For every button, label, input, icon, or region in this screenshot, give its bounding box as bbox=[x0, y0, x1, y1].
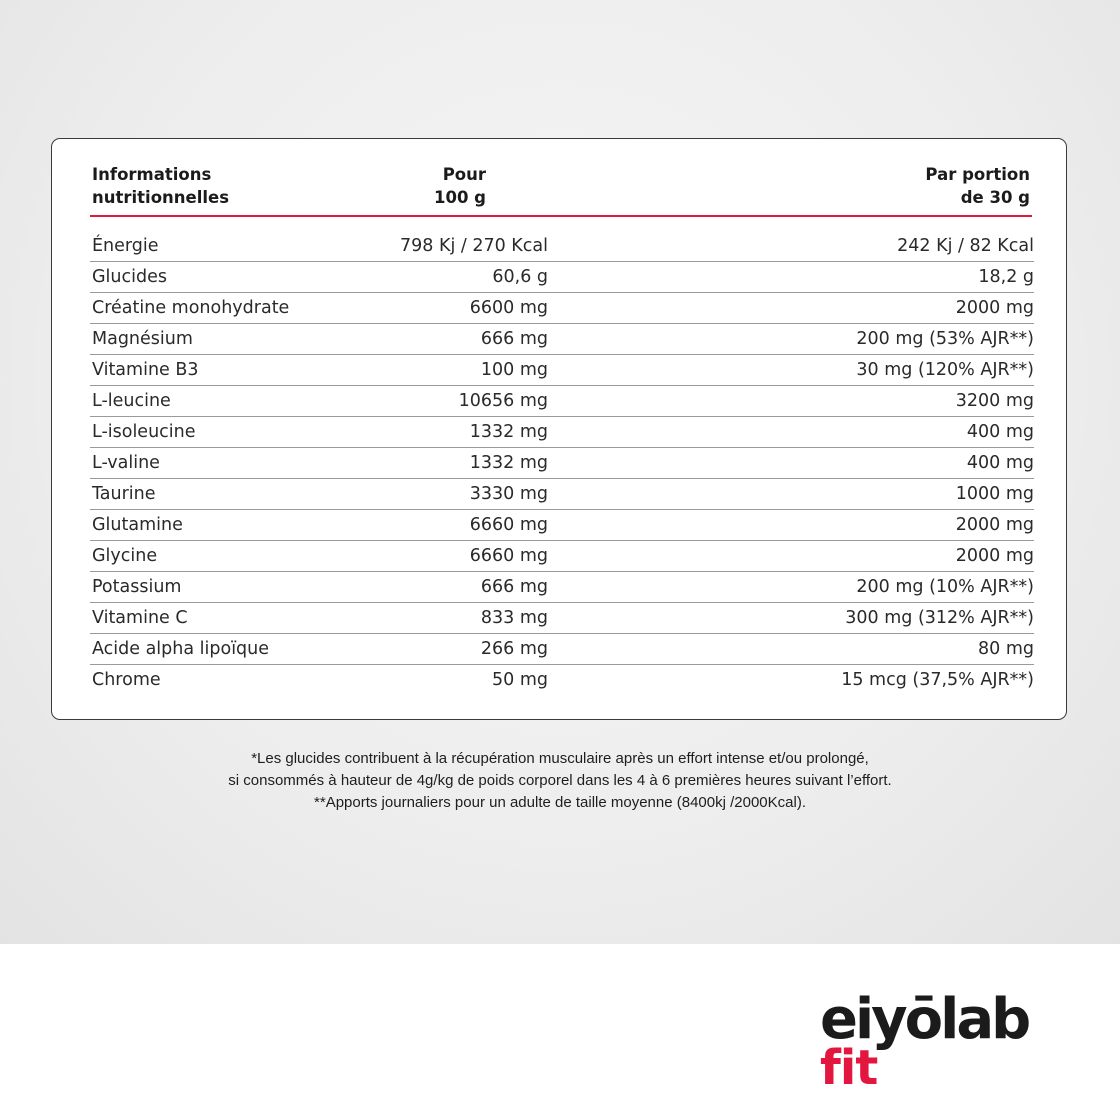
table-row bbox=[90, 665, 1034, 695]
logo-wordmark: eiyōlab bbox=[820, 988, 1029, 1052]
value-per-100g: 3330 mg bbox=[469, 484, 548, 504]
footnote-carbohydrates-cont: si consommés à hauteur de 4g/kg de poids corporel dans les 4 à 6 premières heures suivant l’effort. bbox=[228, 772, 892, 789]
header-divider bbox=[90, 215, 1032, 217]
header-nutrition-info: Informations nutritionnelles bbox=[92, 165, 230, 207]
nutrient-name: Magnésium bbox=[92, 329, 193, 349]
value-per-portion: 400 mg bbox=[966, 453, 1034, 473]
nutrient-name: L-isoleucine bbox=[92, 422, 196, 442]
nutrient-name: Taurine bbox=[92, 484, 156, 504]
value-per-100g: 1332 mg bbox=[469, 453, 548, 473]
value-per-100g: 10656 mg bbox=[458, 391, 548, 411]
value-per-100g: 6600 mg bbox=[469, 298, 548, 318]
header-per-100g: Pour 100 g bbox=[434, 165, 486, 207]
value-per-100g: 833 mg bbox=[480, 608, 548, 628]
table-row bbox=[90, 448, 1034, 479]
table-row bbox=[90, 634, 1034, 665]
table-row bbox=[90, 417, 1034, 448]
nutrient-name: Glycine bbox=[92, 546, 158, 566]
table-row bbox=[90, 262, 1034, 293]
value-per-portion: 3200 mg bbox=[955, 391, 1034, 411]
value-per-portion: 15 mcg (37,5% AJR**) bbox=[841, 670, 1034, 690]
table-row bbox=[90, 386, 1034, 417]
nutrient-name: Chrome bbox=[92, 670, 161, 690]
table-row bbox=[90, 293, 1034, 324]
value-per-portion: 300 mg (312% AJR**) bbox=[845, 608, 1034, 628]
table-body bbox=[90, 231, 1034, 695]
table-row bbox=[90, 510, 1034, 541]
value-per-portion: 200 mg (10% AJR**) bbox=[856, 577, 1034, 597]
table-row bbox=[90, 572, 1034, 603]
value-per-portion: 2000 mg bbox=[955, 546, 1034, 566]
table-row bbox=[90, 603, 1034, 634]
value-per-portion: 200 mg (53% AJR**) bbox=[856, 329, 1034, 349]
nutrient-name: Vitamine B3 bbox=[92, 360, 199, 380]
value-per-portion: 18,2 g bbox=[978, 267, 1034, 287]
logo-mark bbox=[818, 988, 1058, 1098]
value-per-portion: 400 mg bbox=[966, 422, 1034, 442]
value-per-100g: 6660 mg bbox=[469, 546, 548, 566]
nutrient-name: Vitamine C bbox=[92, 608, 188, 628]
nutrient-name: Énergie bbox=[92, 236, 159, 256]
value-per-portion: 30 mg (120% AJR**) bbox=[856, 360, 1034, 380]
footnote-carbohydrates: *Les glucides contribuent à la récupération musculaire après un effort intense et/ou prolongé, bbox=[251, 750, 869, 767]
value-per-portion: 1000 mg bbox=[955, 484, 1034, 504]
value-per-100g: 100 mg bbox=[480, 360, 548, 380]
footnote-daily-intake: **Apports journaliers pour un adulte de taille moyenne (8400kj /2000Kcal). bbox=[314, 794, 806, 811]
table-row bbox=[90, 231, 1034, 262]
header-per-portion: Par portion de 30 g bbox=[925, 165, 1030, 207]
value-per-100g: 6660 mg bbox=[469, 515, 548, 535]
value-per-100g: 50 mg bbox=[492, 670, 548, 690]
value-per-100g: 666 mg bbox=[480, 329, 548, 349]
table-row bbox=[90, 541, 1034, 572]
value-per-100g: 1332 mg bbox=[469, 422, 548, 442]
nutrition-table-panel bbox=[51, 138, 1067, 720]
table-row bbox=[90, 479, 1034, 510]
value-per-100g: 798 Kj / 270 Kcal bbox=[400, 236, 548, 256]
nutrient-name: Acide alpha lipoïque bbox=[92, 639, 270, 659]
nutrient-name: L-leucine bbox=[92, 391, 171, 411]
table-row bbox=[90, 324, 1034, 355]
nutrient-name: L-valine bbox=[92, 453, 160, 473]
table-header bbox=[92, 163, 1032, 215]
value-per-portion: 2000 mg bbox=[955, 515, 1034, 535]
logo-subbrand: fit bbox=[820, 1040, 878, 1096]
table-row bbox=[90, 355, 1034, 386]
nutrient-name: Glutamine bbox=[92, 515, 183, 535]
value-per-100g: 60,6 g bbox=[492, 267, 548, 287]
value-per-100g: 266 mg bbox=[480, 639, 548, 659]
value-per-portion: 242 Kj / 82 Kcal bbox=[897, 236, 1034, 256]
footnotes bbox=[60, 748, 1060, 814]
value-per-100g: 666 mg bbox=[480, 577, 548, 597]
eiyolab-fit-logo bbox=[818, 988, 1058, 1098]
value-per-portion: 2000 mg bbox=[955, 298, 1034, 318]
nutrient-name: Glucides bbox=[92, 267, 167, 287]
nutrient-name: Potassium bbox=[92, 577, 182, 597]
nutrient-name: Créatine monohydrate bbox=[92, 298, 290, 318]
value-per-portion: 80 mg bbox=[978, 639, 1034, 659]
